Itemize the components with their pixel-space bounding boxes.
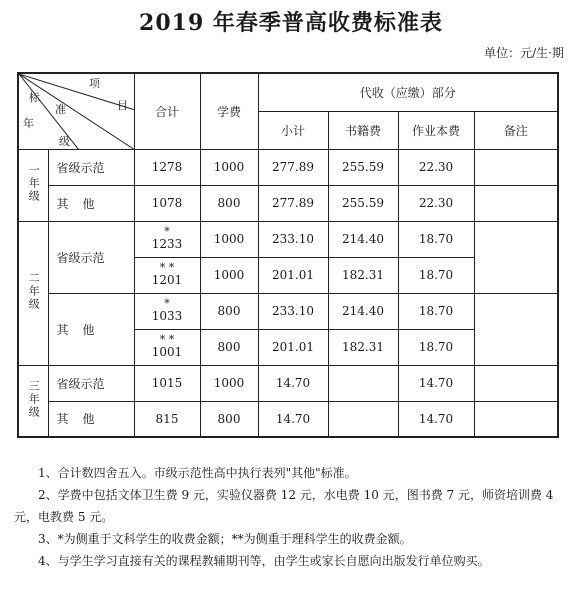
cell-total-value: 1233 bbox=[151, 237, 183, 251]
note-1: 1、合计数四舍五入。市级示范性高中执行表列"其他"标准。 bbox=[38, 466, 357, 480]
cell-subtotal: 14.70 bbox=[258, 365, 328, 401]
grade-2-cell bbox=[18, 221, 48, 365]
category-demo: 省级示范 bbox=[48, 221, 134, 293]
corner-label-nian: 年 bbox=[23, 117, 34, 130]
note-3: 3、*为侧重于文科学生的收费金额；**为侧重于理科学生的收费金额。 bbox=[38, 532, 412, 546]
header-corner-cell bbox=[18, 73, 134, 149]
cell-workbook: 22.30 bbox=[398, 149, 474, 185]
corner-label-biao: 标 bbox=[29, 91, 40, 104]
table-row bbox=[18, 185, 558, 221]
cell-tuition: 1000 bbox=[200, 149, 258, 185]
category-other: 其他 bbox=[48, 401, 134, 437]
grade-3-cell bbox=[18, 365, 48, 437]
table-row bbox=[18, 401, 558, 437]
category-demo: 省级示范 bbox=[48, 365, 134, 401]
cell-subtotal: 201.01 bbox=[258, 257, 328, 293]
arts-mark: * bbox=[164, 225, 170, 238]
unit-label: 单位：元/生·期 bbox=[484, 46, 564, 60]
cell-workbook: 18.70 bbox=[398, 329, 474, 365]
note-4: 4、与学生学习直接有关的课程教辅期刊等，由学生或家长自愿向出版发行单位购买。 bbox=[38, 554, 490, 568]
cell-workbook: 18.70 bbox=[398, 293, 474, 329]
cell-remark bbox=[474, 221, 558, 293]
cell-tuition: 800 bbox=[200, 329, 258, 365]
fee-table bbox=[17, 72, 559, 438]
cell-books: 182.31 bbox=[328, 257, 398, 293]
cell-workbook: 14.70 bbox=[398, 401, 474, 437]
cell-subtotal: 233.10 bbox=[258, 221, 328, 257]
table-row bbox=[18, 293, 558, 329]
category-other: 其他 bbox=[48, 185, 134, 221]
cell-tuition: 800 bbox=[200, 185, 258, 221]
category-demo: 省级示范 bbox=[48, 149, 134, 185]
cell-total bbox=[134, 257, 200, 293]
grade-3-label: 三年级 bbox=[27, 379, 41, 419]
cell-books: 182.31 bbox=[328, 329, 398, 365]
cell-total: 1078 bbox=[134, 185, 200, 221]
cell-workbook: 18.70 bbox=[398, 257, 474, 293]
header-workbook: 作业本费 bbox=[398, 111, 474, 149]
cell-remark bbox=[474, 401, 558, 437]
corner-label-ji: 级 bbox=[59, 135, 70, 148]
cell-books: 255.59 bbox=[328, 185, 398, 221]
cell-tuition: 1000 bbox=[200, 365, 258, 401]
cell-books: 255.59 bbox=[328, 149, 398, 185]
cell-remark bbox=[474, 185, 558, 221]
cell-tuition: 1000 bbox=[200, 221, 258, 257]
header-remark: 备注 bbox=[474, 111, 558, 149]
cell-books bbox=[328, 365, 398, 401]
cell-subtotal: 201.01 bbox=[258, 329, 328, 365]
note-2: 2、学费中包括文体卫生费 9 元，实验仪器费 12 元，水电费 10 元，图书费 7 元，师资培训费 4 元，电教费 5 元。 bbox=[14, 488, 554, 524]
page-title: 2019 年春季普高收费标准表 bbox=[139, 10, 443, 36]
cell-tuition: 800 bbox=[200, 401, 258, 437]
cell-workbook: 18.70 bbox=[398, 221, 474, 257]
cell-books bbox=[328, 401, 398, 437]
cell-total bbox=[134, 329, 200, 365]
cell-books: 214.40 bbox=[328, 293, 398, 329]
cell-subtotal: 233.10 bbox=[258, 293, 328, 329]
cell-total: 1278 bbox=[134, 149, 200, 185]
cell-total: 815 bbox=[134, 401, 200, 437]
cell-total: 1015 bbox=[134, 365, 200, 401]
cell-tuition: 1000 bbox=[200, 257, 258, 293]
cell-remark bbox=[474, 293, 558, 365]
table-row bbox=[18, 149, 558, 185]
cell-total bbox=[134, 293, 200, 329]
cell-subtotal: 14.70 bbox=[258, 401, 328, 437]
category-other: 其他 bbox=[48, 293, 134, 365]
header-agency: 代收（应缴）部分 bbox=[258, 73, 558, 111]
cell-total-value: 1033 bbox=[151, 309, 183, 323]
cell-subtotal: 277.89 bbox=[258, 149, 328, 185]
cell-total-value: 1001 bbox=[151, 345, 183, 359]
cell-total-value: 1201 bbox=[151, 273, 183, 287]
corner-label-mu: 目 bbox=[117, 99, 128, 112]
header-subtotal: 小计 bbox=[258, 111, 328, 149]
corner-label-zhun: 准 bbox=[55, 103, 66, 116]
notes-section bbox=[14, 462, 570, 572]
cell-total bbox=[134, 221, 200, 257]
grade-1-cell bbox=[18, 149, 48, 221]
header-tuition: 学费 bbox=[200, 73, 258, 149]
science-mark: * * bbox=[159, 261, 175, 274]
grade-2-label: 二年级 bbox=[27, 272, 41, 311]
corner-label-item: 项 bbox=[89, 77, 100, 90]
science-mark: * * bbox=[159, 333, 175, 346]
header-books: 书籍费 bbox=[328, 111, 398, 149]
header-total: 合计 bbox=[134, 73, 200, 149]
table-row bbox=[18, 221, 558, 257]
cell-workbook: 14.70 bbox=[398, 365, 474, 401]
grade-1-label: 一年级 bbox=[27, 164, 41, 203]
cell-books: 214.40 bbox=[328, 221, 398, 257]
cell-remark bbox=[474, 365, 558, 401]
cell-workbook: 22.30 bbox=[398, 185, 474, 221]
arts-mark: * bbox=[164, 297, 170, 310]
table-row bbox=[18, 365, 558, 401]
cell-remark bbox=[474, 149, 558, 185]
cell-subtotal: 277.89 bbox=[258, 185, 328, 221]
cell-tuition: 800 bbox=[200, 293, 258, 329]
